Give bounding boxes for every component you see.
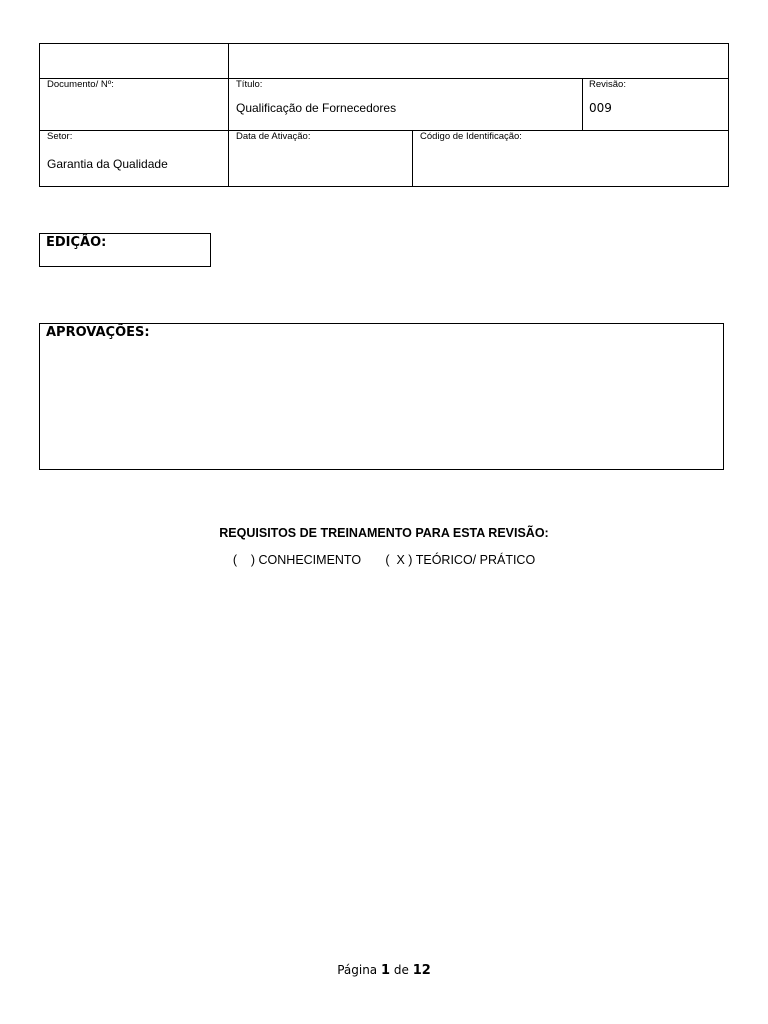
document-number-cell xyxy=(40,79,229,131)
training-options xyxy=(0,553,768,567)
sector-value: Garantia da Qualidade xyxy=(47,157,168,171)
activation-date-label: Data de Ativação: xyxy=(236,131,311,142)
header-table xyxy=(39,43,729,187)
training-heading: REQUISITOS DE TREINAMENTO PARA ESTA REVISÃO: xyxy=(219,526,549,540)
revision-label: Revisão: xyxy=(589,79,626,90)
page-current: 1 xyxy=(381,963,391,978)
training-option-theory-practice: ( X ) TEÓRICO/ PRÁTICO xyxy=(385,553,536,567)
edition-label: EDIÇÃO: xyxy=(46,235,107,250)
identification-code-label: Código de Identificação: xyxy=(420,131,522,142)
page-total: 12 xyxy=(412,963,431,978)
activation-date-cell xyxy=(229,131,413,186)
logo-cell xyxy=(40,44,229,79)
sector-cell xyxy=(40,131,229,186)
training-option-knowledge: ( ) CONHECIMENTO xyxy=(232,553,362,567)
approvals-label: APROVAÇÕES: xyxy=(46,325,150,340)
page-word: Página xyxy=(337,963,378,977)
document-number-label: Documento/ Nº: xyxy=(47,79,114,90)
page-footer xyxy=(0,963,768,978)
training-option-spacer xyxy=(361,553,385,567)
edition-box xyxy=(39,233,211,267)
title-value: Qualificação de Fornecedores xyxy=(236,101,397,115)
title-label: Título: xyxy=(236,79,263,90)
revision-value: 009 xyxy=(589,101,612,115)
sector-label: Setor: xyxy=(47,131,73,142)
of-word: de xyxy=(393,963,409,977)
title-cell xyxy=(229,79,583,131)
approvals-box xyxy=(39,323,724,470)
identification-code-cell xyxy=(413,131,728,186)
revision-cell xyxy=(583,79,728,131)
